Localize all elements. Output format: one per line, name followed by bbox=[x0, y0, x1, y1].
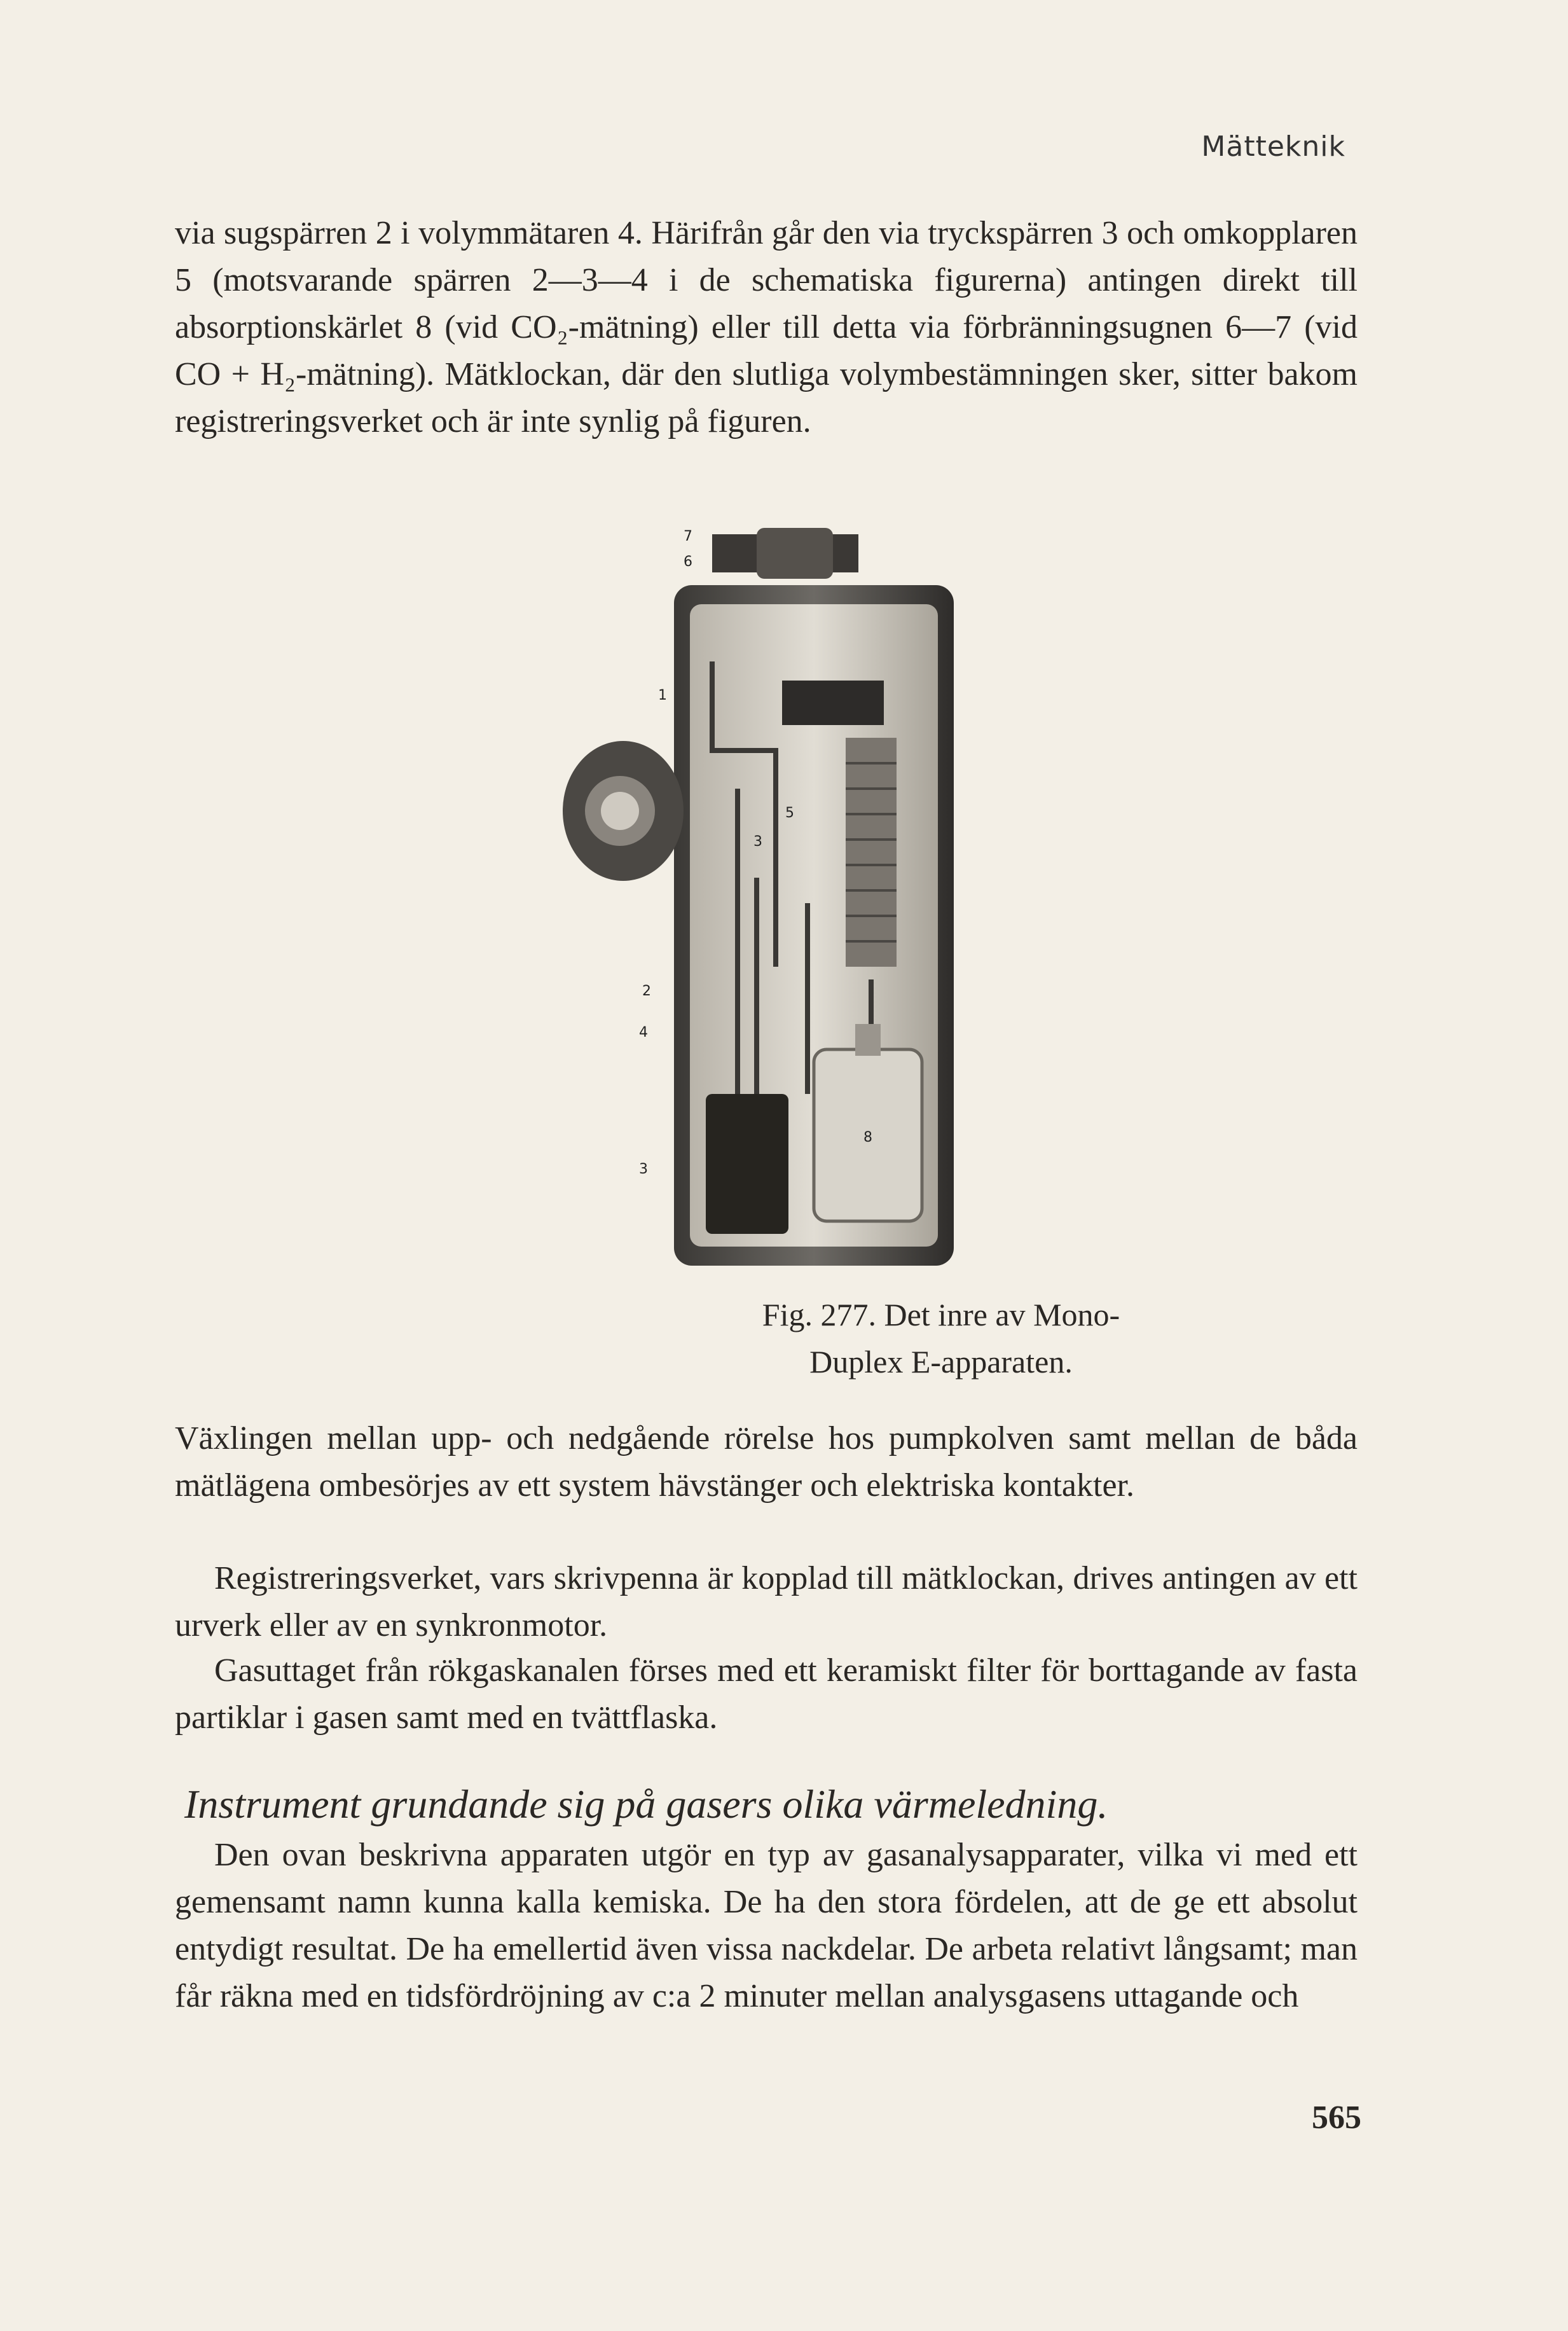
fig-label-2: 2 bbox=[642, 983, 651, 999]
running-header: Mätteknik bbox=[1201, 130, 1345, 163]
paragraph-intro: via sugspärren 2 i volymmätaren 4. Härifrån går den via tryckspärren 3 och omkopplaren 5 (motsvarande spärren 2—3—4 i de schematiska figurerna) antingen direkt till absorptionskärlet 8 (vid CO₂-mätning) eller till detta via förbränningsugnen 6—7 (vid CO + H₂-mätning). Mätklockan, där den slutliga volymbestämningen sker, sitter bakom registreringsverket och är inte synlig på figuren. bbox=[175, 215, 1358, 439]
fig-label-6: 6 bbox=[684, 554, 692, 570]
figure-caption bbox=[750, 1291, 1132, 1385]
combustion-column bbox=[846, 738, 897, 967]
registration-unit bbox=[782, 681, 884, 725]
section-heading: Instrument grundande sig på gasers olika värmeledning. bbox=[184, 1781, 1108, 1827]
caption-line-1: Fig. 277. Det inre av Mono- bbox=[762, 1297, 1120, 1332]
paragraph-last: Den ovan beskrivna apparaten utgör en typ av gasanalysapparater, vilka vi med ett gemensamt namn kunna kalla kemiska. De ha den stora fördelen, att de ge ett absolut entydigt resultat. De ha emellertid även vissa nackdelar. De arbeta relativt långsamt; man får räkna med en tidsfördröjning av c:a 2 minuter mellan analysgasens uttagande och bbox=[175, 1837, 1358, 2014]
fig-label-1: 1 bbox=[658, 688, 667, 703]
furnace-body bbox=[757, 528, 833, 579]
fig-label-8: 8 bbox=[863, 1130, 872, 1145]
paragraph-switching: Växlingen mellan upp- och nedgående rörelse hos pumpkolven samt mellan de båda mätlägena ombesörjes av ett system hävstänger och elektriska kontakter. bbox=[175, 1420, 1358, 1504]
apparatus-illustration bbox=[547, 522, 1030, 1272]
figure-apparatus-photo bbox=[547, 522, 1030, 1272]
fig-label-3-lower: 3 bbox=[639, 1161, 648, 1177]
side-knob-cap bbox=[601, 792, 639, 830]
paragraph-gas-outlet: Gasuttaget från rökgaskanalen förses med ett keramiskt filter för borttagande av fasta partiklar i gasen samt med en tvättflaska. bbox=[175, 1652, 1358, 1736]
volume-meter bbox=[706, 1094, 788, 1234]
vessel-neck bbox=[855, 1024, 881, 1056]
fig-label-3-upper: 3 bbox=[753, 834, 762, 850]
paragraph-recorder: Registreringsverket, vars skrivpenna är kopplad till mätklockan, drives antingen av ett urverk eller av en synkronmotor. bbox=[175, 1560, 1358, 1643]
fig-label-5: 5 bbox=[785, 805, 794, 821]
fig-label-7: 7 bbox=[684, 529, 692, 544]
caption-line-2: Duplex E-apparaten. bbox=[809, 1344, 1073, 1380]
page-number: 565 bbox=[1312, 2099, 1361, 2136]
fig-label-4: 4 bbox=[639, 1025, 648, 1041]
